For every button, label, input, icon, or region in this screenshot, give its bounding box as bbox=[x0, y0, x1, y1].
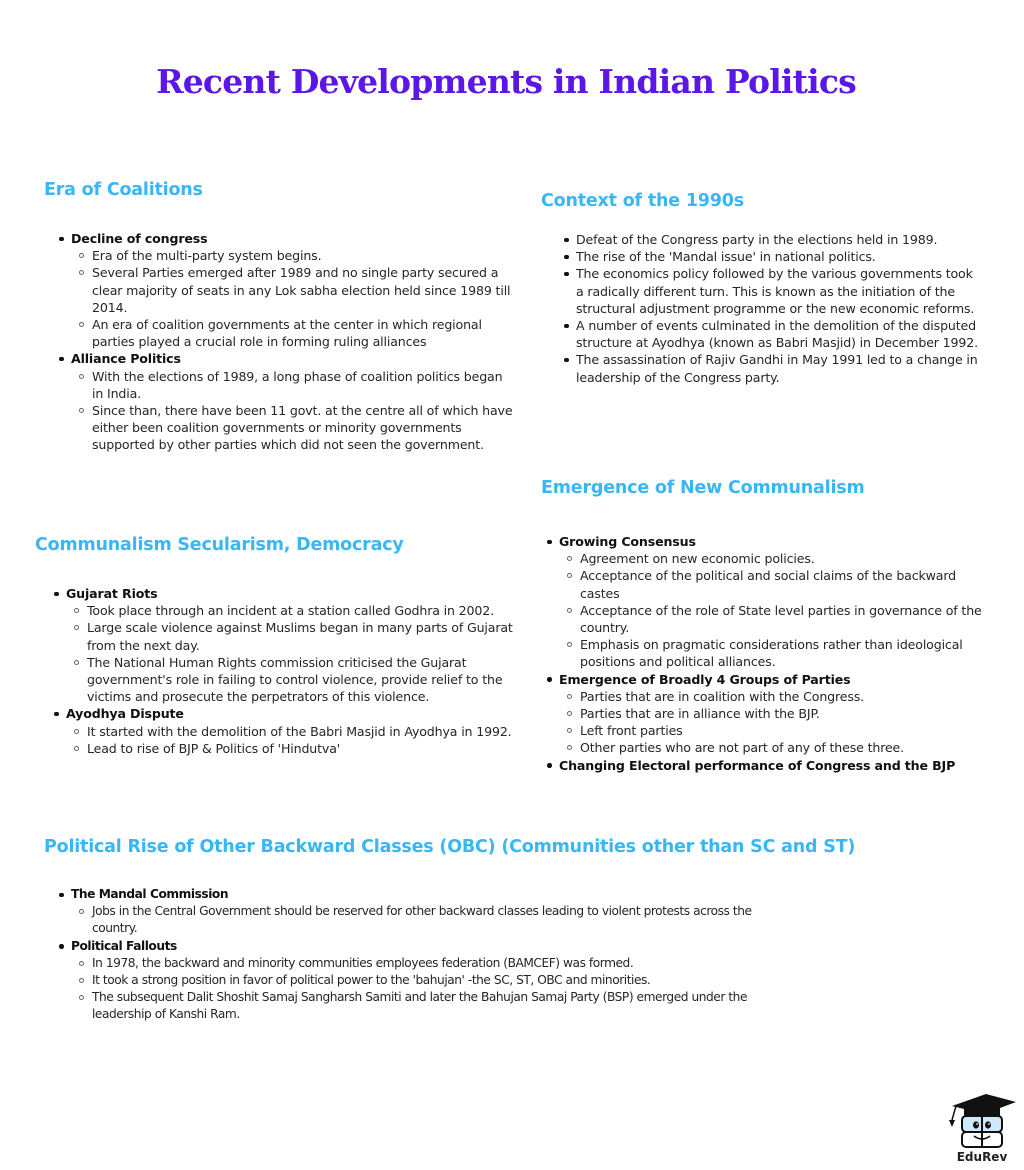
bullet-icon bbox=[547, 540, 552, 545]
sub-list-item bbox=[78, 989, 784, 1023]
list-item-heading: Alliance Politics bbox=[71, 351, 181, 367]
hollow-bullet-icon bbox=[567, 694, 572, 699]
sub-list-text: The National Human Rights commission criticised the Gujarat government's role in failing to control violence, provide relief to the victims and prosecute the perpetrators of this violence. bbox=[87, 654, 503, 705]
bullet-icon bbox=[59, 237, 64, 242]
hollow-bullet-icon bbox=[567, 556, 572, 561]
bullet-list bbox=[563, 231, 981, 386]
sub-list bbox=[566, 550, 991, 670]
hollow-bullet-icon bbox=[567, 642, 572, 647]
list-item-heading: The Mandal Commission bbox=[71, 887, 229, 901]
bullet-icon bbox=[59, 357, 64, 362]
page-title: Recent Developments in Indian Politics bbox=[156, 62, 856, 101]
sub-list-item bbox=[73, 723, 515, 740]
sub-list-text: Took place through an incident at a station called Godhra in 2002. bbox=[87, 603, 494, 619]
list-item bbox=[563, 231, 981, 248]
hollow-bullet-icon bbox=[74, 729, 79, 734]
list-item bbox=[563, 351, 981, 385]
list-item-heading: Ayodhya Dispute bbox=[66, 706, 184, 722]
sub-list-text: Other parties who are not part of any of these three. bbox=[580, 740, 905, 756]
sub-list-text: Era of the multi-party system begins. bbox=[92, 248, 322, 264]
list-item-heading: Changing Electoral performance of Congress and the BJP bbox=[559, 757, 956, 773]
hollow-bullet-icon bbox=[79, 322, 84, 327]
section-heading: Era of Coalitions bbox=[44, 180, 203, 200]
list-text: A number of events culminated in the demolition of the disputed structure at Ayodhya (known as Babri Masjid) in December 1992. bbox=[576, 318, 978, 351]
section-era-of-coalitions bbox=[44, 180, 514, 454]
sub-list-item bbox=[78, 972, 784, 989]
sub-list-item bbox=[566, 550, 991, 567]
bullet-icon bbox=[54, 712, 59, 717]
list-text: The assassination of Rajiv Gandhi in May 1991 led to a change in leadership of the Congress party. bbox=[576, 352, 978, 385]
hollow-bullet-icon bbox=[74, 608, 79, 613]
sub-list-text: Acceptance of the role of State level parties in governance of the country. bbox=[580, 602, 982, 636]
sub-list-item bbox=[566, 739, 991, 756]
sub-list-item bbox=[566, 567, 991, 601]
sub-list-item bbox=[73, 619, 515, 653]
list-item-heading: Political Fallouts bbox=[71, 938, 177, 953]
list-item bbox=[58, 886, 784, 938]
bullet-list bbox=[58, 886, 784, 1024]
sub-list bbox=[566, 688, 991, 757]
bullet-icon bbox=[564, 272, 569, 277]
sub-list-item bbox=[566, 688, 991, 705]
bullet-icon bbox=[547, 763, 552, 768]
hollow-bullet-icon bbox=[567, 711, 572, 716]
hollow-bullet-icon bbox=[79, 253, 84, 258]
bullet-icon bbox=[59, 893, 64, 898]
hollow-bullet-icon bbox=[79, 909, 84, 914]
sub-list-text: It started with the demolition of the Babri Masjid in Ayodhya in 1992. bbox=[87, 723, 512, 739]
sub-list-item bbox=[73, 740, 515, 757]
sub-list-text: Jobs in the Central Government should be reserved for other backward classes leading to violent protests across the country. bbox=[92, 904, 752, 936]
hollow-bullet-icon bbox=[79, 374, 84, 379]
bullet-icon bbox=[54, 592, 59, 597]
list-text: The rise of the 'Mandal issue' in national politics. bbox=[576, 249, 876, 265]
sub-list-item bbox=[566, 602, 991, 636]
sub-list-item bbox=[78, 955, 784, 972]
list-item bbox=[58, 230, 514, 350]
bullet-icon bbox=[564, 255, 569, 260]
list-item bbox=[58, 350, 514, 453]
list-item bbox=[563, 265, 981, 317]
sub-list-text: Left front parties bbox=[580, 723, 683, 739]
list-item bbox=[546, 757, 991, 774]
sub-list bbox=[78, 368, 514, 454]
sub-list-item bbox=[78, 903, 784, 937]
bullet-icon bbox=[59, 944, 64, 949]
sub-list-text: With the elections of 1989, a long phase of coalition politics began in India. bbox=[92, 368, 503, 401]
sub-list-text: It took a strong position in favor of political power to the 'bahujan' -the SC, ST, OBC and minorities. bbox=[92, 973, 651, 988]
list-item-heading: Gujarat Riots bbox=[66, 586, 158, 601]
list-item bbox=[563, 317, 981, 351]
bullet-icon bbox=[564, 238, 569, 243]
sub-list-item bbox=[73, 654, 515, 706]
bullet-list bbox=[53, 585, 515, 757]
sub-list bbox=[78, 955, 784, 1024]
sub-list-text: An era of coalition governments at the center in which regional parties played a crucial role in forming ruling alliances bbox=[92, 317, 482, 350]
section-heading: Context of the 1990s bbox=[541, 191, 744, 211]
list-item bbox=[546, 533, 991, 671]
list-item-heading: Growing Consensus bbox=[559, 534, 696, 549]
bullet-list bbox=[58, 230, 514, 454]
sub-list-text: In 1978, the backward and minority communities employees federation (BAMCEF) was formed. bbox=[92, 955, 634, 970]
hollow-bullet-icon bbox=[79, 270, 84, 275]
list-item-heading: Decline of congress bbox=[71, 231, 208, 246]
hollow-bullet-icon bbox=[567, 745, 572, 750]
bullet-icon bbox=[564, 324, 569, 329]
sub-list-item bbox=[78, 264, 514, 316]
section-political-rise-of-obc bbox=[44, 837, 856, 1024]
sub-list-text: Emphasis on pragmatic considerations rather than ideological positions and political alliances. bbox=[580, 637, 963, 670]
sub-list-text: Several Parties emerged after 1989 and no single party secured a clear majority of seats in any Lok sabha election held since 1989 till 2014. bbox=[92, 265, 511, 315]
sub-list bbox=[73, 723, 515, 757]
section-context-of-1990s bbox=[541, 191, 981, 386]
sub-list-item bbox=[566, 636, 991, 670]
list-item bbox=[546, 671, 991, 757]
section-heading: Communalism Secularism, Democracy bbox=[35, 535, 404, 555]
sub-list-text: Large scale violence against Muslims began in many parts of Gujarat from the next day. bbox=[87, 620, 513, 653]
sub-list-text: Lead to rise of BJP & Politics of 'Hindutva' bbox=[87, 740, 341, 756]
sub-list-item bbox=[78, 316, 514, 350]
section-communalism-secularism-democracy bbox=[35, 535, 515, 757]
sub-list-item bbox=[78, 247, 514, 264]
sub-list-text: Parties that are in alliance with the BJP. bbox=[580, 706, 820, 722]
section-heading: Political Rise of Other Backward Classes (OBC) (Communities other than SC and ST) bbox=[44, 837, 856, 857]
sub-list-text: Since than, there have been 11 govt. at the centre all of which have either been coalition governments or minority governments supported by other parties which did not seen the government. bbox=[92, 403, 513, 453]
sub-list-text: Acceptance of the political and social claims of the backward castes bbox=[580, 568, 957, 601]
hollow-bullet-icon bbox=[567, 608, 572, 613]
list-text: The economics policy followed by the various governments took a radically different turn. This is known as the initiation of the structural adjustment programme or the new economic reforms. bbox=[576, 266, 975, 316]
bullet-icon bbox=[564, 358, 569, 363]
sub-list-item bbox=[78, 402, 514, 454]
hollow-bullet-icon bbox=[79, 961, 84, 966]
list-text: Defeat of the Congress party in the elections held in 1989. bbox=[576, 232, 938, 247]
sub-list bbox=[73, 602, 515, 705]
hollow-bullet-icon bbox=[74, 625, 79, 630]
hollow-bullet-icon bbox=[74, 660, 79, 665]
hollow-bullet-icon bbox=[567, 573, 572, 578]
edurev-logo bbox=[946, 1090, 1018, 1168]
logo-text: EduRev bbox=[956, 1150, 1008, 1164]
sub-list bbox=[78, 903, 784, 937]
hollow-bullet-icon bbox=[79, 995, 84, 1000]
list-item bbox=[58, 938, 784, 1024]
hollow-bullet-icon bbox=[79, 408, 84, 413]
sub-list-text: Parties that are in coalition with the Congress. bbox=[580, 688, 865, 704]
sub-list-text: Agreement on new economic policies. bbox=[580, 551, 815, 567]
sub-list bbox=[78, 247, 514, 350]
sub-list-item bbox=[566, 705, 991, 722]
hollow-bullet-icon bbox=[79, 978, 84, 983]
section-heading: Emergence of New Communalism bbox=[541, 478, 865, 498]
hollow-bullet-icon bbox=[74, 746, 79, 751]
sub-list-text: The subsequent Dalit Shoshit Samaj Sangharsh Samiti and later the Bahujan Samaj Party (BSP) emerged under the leadership of Kanshi Ram. bbox=[92, 990, 747, 1022]
section-emergence-of-new-communalism bbox=[541, 478, 991, 774]
list-item bbox=[53, 585, 515, 705]
bullet-list bbox=[546, 533, 991, 774]
list-item bbox=[53, 705, 515, 757]
sub-list-item bbox=[73, 602, 515, 619]
list-item bbox=[563, 248, 981, 265]
list-item-heading: Emergence of Broadly 4 Groups of Parties bbox=[559, 671, 851, 687]
bullet-icon bbox=[547, 677, 552, 682]
hollow-bullet-icon bbox=[567, 728, 572, 733]
sub-list-item bbox=[78, 368, 514, 402]
graduation-cap-book-mascot-icon bbox=[946, 1090, 1018, 1150]
sub-list-item bbox=[566, 722, 991, 739]
